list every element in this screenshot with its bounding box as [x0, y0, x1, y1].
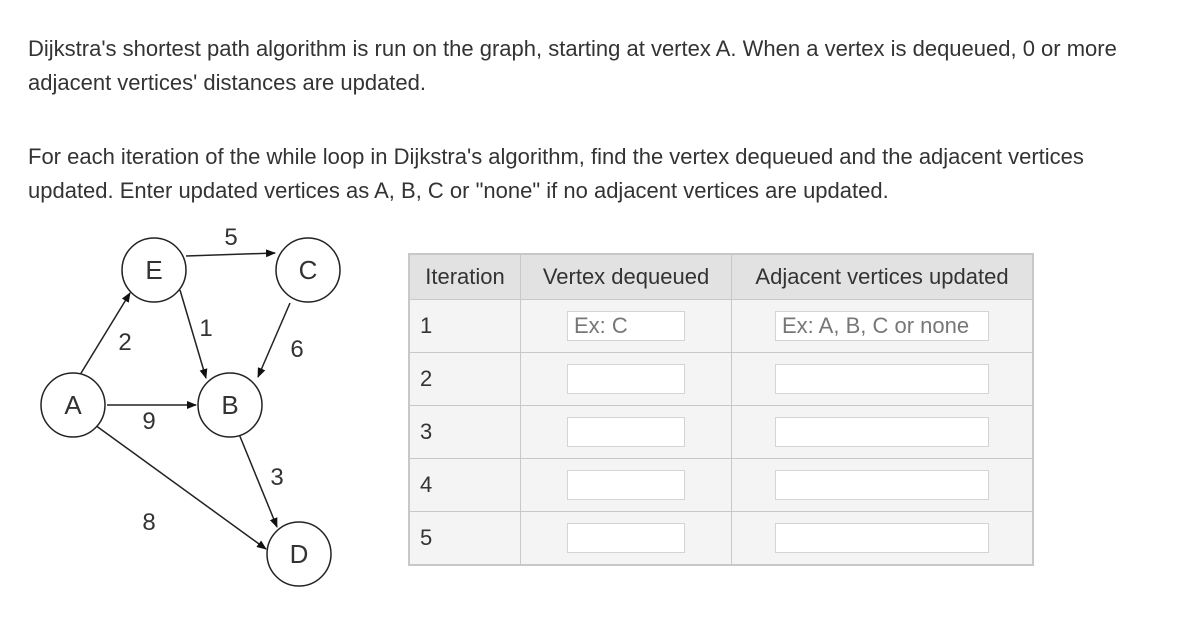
vertex-cell	[521, 300, 732, 353]
table-row	[409, 353, 1033, 406]
adjacent-cell	[732, 459, 1034, 512]
vertex-b	[198, 373, 262, 437]
table-row	[409, 406, 1033, 459]
vertex-d	[267, 522, 331, 586]
iteration-number: 5	[409, 512, 521, 566]
vertex-cell	[521, 406, 732, 459]
edge-weight-b-d: 3	[270, 464, 284, 491]
vertex-dequeued-input-3[interactable]	[567, 417, 685, 447]
edge-weight-a-b: 9	[142, 408, 156, 435]
iteration-number: 4	[409, 459, 521, 512]
vertex-dequeued-input-4[interactable]	[567, 470, 685, 500]
table-row	[409, 300, 1033, 353]
vertex-label-b: B	[221, 390, 239, 420]
vertex-label-a: A	[64, 390, 82, 420]
iteration-number: 2	[409, 353, 521, 406]
edge-weight-e-b: 1	[199, 315, 213, 342]
edge-a-d	[95, 425, 266, 549]
vertex-dequeued-input-2[interactable]	[567, 364, 685, 394]
edge-c-b	[258, 303, 290, 377]
vertex-label-d: D	[289, 539, 309, 569]
edge-weight-a-d: 8	[142, 509, 156, 536]
adjacent-updated-input-5[interactable]	[775, 523, 989, 553]
table-header-row	[409, 254, 1033, 300]
instructions-paragraph-1: Dijkstra's shortest path algorithm is run on the graph, starting at vertex A. When a vertex is dequeued, 0 or more adjacent vertices' distances are updated.	[28, 36, 1117, 95]
edge-weight-a-e: 2	[118, 329, 132, 356]
vertex-e	[122, 238, 186, 302]
adjacent-cell	[732, 512, 1034, 566]
iteration-number: 3	[409, 406, 521, 459]
iteration-number: 1	[409, 300, 521, 353]
iteration-table-container	[408, 253, 1034, 566]
edge-weight-e-c: 5	[224, 224, 238, 251]
adjacent-cell	[732, 406, 1034, 459]
graph-diagram	[0, 220, 380, 600]
adjacent-updated-input-2[interactable]	[775, 364, 989, 394]
adjacent-updated-input-3[interactable]	[775, 417, 989, 447]
header-iteration: Iteration	[409, 254, 521, 300]
vertex-dequeued-input-5[interactable]	[567, 523, 685, 553]
vertex-label-e: E	[145, 255, 163, 285]
vertex-a	[41, 373, 105, 437]
instructions-paragraph-2: For each iteration of the while loop in Dijkstra's algorithm, find the vertex dequeued and the adjacent vertices updated. Enter updated vertices as A, B, C or "none" if no adjacent vertices are updated.	[28, 144, 1084, 203]
header-vertex-dequeued: Vertex dequeued	[521, 254, 732, 300]
adjacent-cell	[732, 353, 1034, 406]
vertex-cell	[521, 459, 732, 512]
vertex-dequeued-input-1[interactable]	[567, 311, 685, 341]
header-adjacent-updated: Adjacent vertices updated	[732, 254, 1034, 300]
edge-e-c	[186, 253, 275, 256]
vertex-label-c: C	[298, 255, 318, 285]
adjacent-updated-input-1[interactable]	[775, 311, 989, 341]
iteration-table	[408, 253, 1034, 566]
vertex-cell	[521, 512, 732, 566]
vertex-cell	[521, 353, 732, 406]
table-row	[409, 459, 1033, 512]
adjacent-cell	[732, 300, 1034, 353]
table-row	[409, 512, 1033, 566]
vertex-c	[276, 238, 340, 302]
edge-weight-c-b: 6	[290, 336, 304, 363]
adjacent-updated-input-4[interactable]	[775, 470, 989, 500]
